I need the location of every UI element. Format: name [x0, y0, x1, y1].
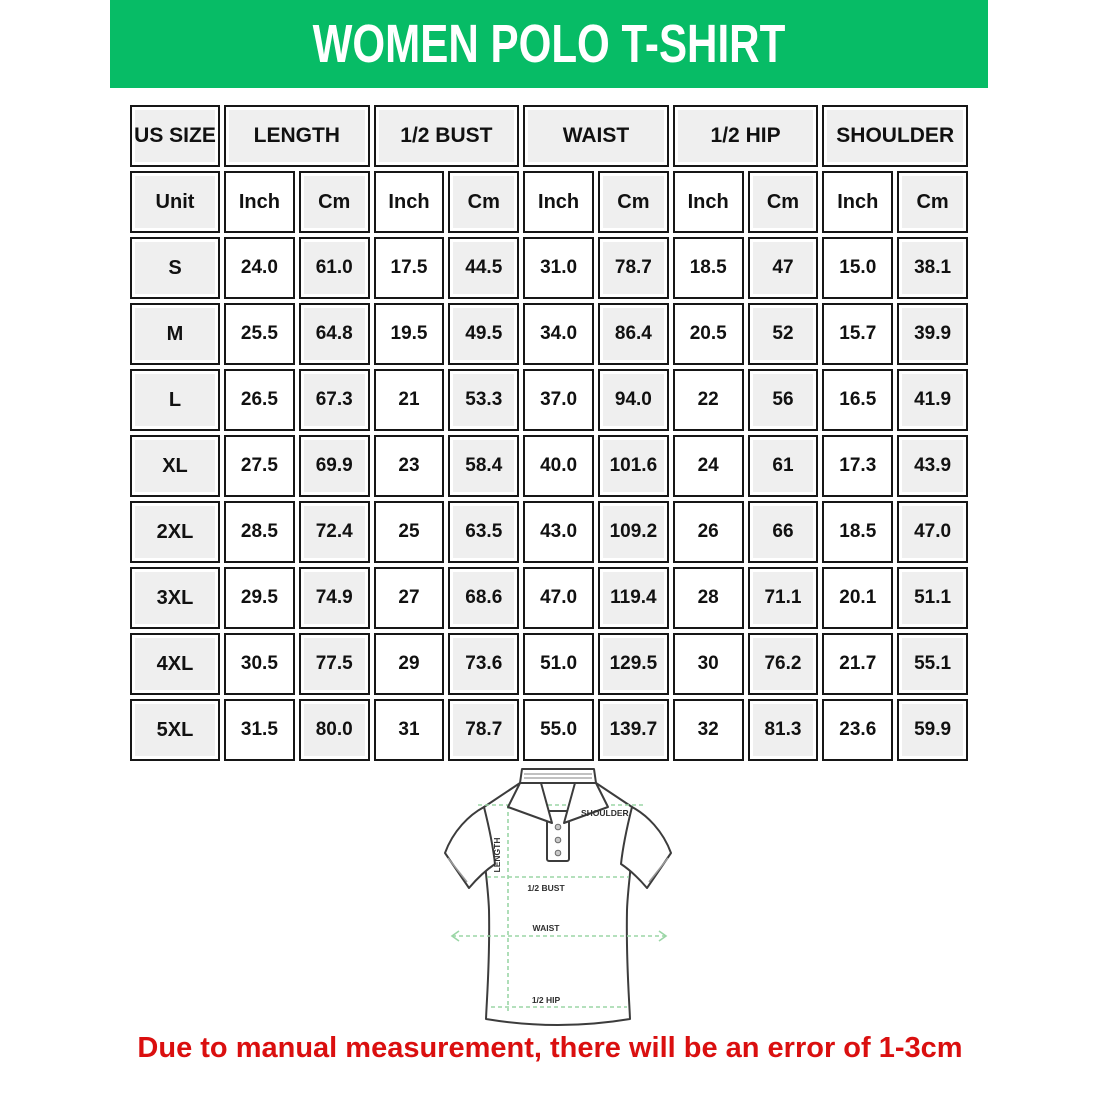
- table-cell: 17.3: [822, 435, 893, 497]
- table-cell: 94.0: [598, 369, 669, 431]
- table-cell: 47: [748, 237, 819, 299]
- size-row-l: [130, 369, 968, 431]
- table-cell: 26.5: [224, 369, 295, 431]
- table-cell: 23: [374, 435, 445, 497]
- table-cell: 58.4: [448, 435, 519, 497]
- table-cell: 27: [374, 567, 445, 629]
- table-cell: 41.9: [897, 369, 968, 431]
- table-cell: 31.0: [523, 237, 594, 299]
- size-row-xl: [130, 435, 968, 497]
- table-cell: 77.5: [299, 633, 370, 695]
- table-cell: 26: [673, 501, 744, 563]
- unit-cell: Cm: [598, 171, 669, 233]
- unit-cell: Cm: [748, 171, 819, 233]
- size-row-m: [130, 303, 968, 365]
- table-cell: 21.7: [822, 633, 893, 695]
- unit-header: Unit: [130, 171, 220, 233]
- diagram-label-length: LENGTH: [492, 837, 502, 873]
- size-label: XL: [130, 435, 220, 497]
- size-row-4xl: [130, 633, 968, 695]
- placket-button-3: [555, 850, 561, 856]
- table-cell: 49.5: [448, 303, 519, 365]
- size-label: L: [130, 369, 220, 431]
- size-label: 4XL: [130, 633, 220, 695]
- collar-band: [520, 769, 596, 783]
- table-cell: 24.0: [224, 237, 295, 299]
- column-header-us-size: US SIZE: [130, 105, 220, 167]
- table-cell: 27.5: [224, 435, 295, 497]
- table-cell: 56: [748, 369, 819, 431]
- unit-row: [130, 171, 968, 233]
- placket-button-2: [555, 837, 561, 843]
- size-table-container: [126, 101, 972, 765]
- unit-cell: Inch: [224, 171, 295, 233]
- table-cell: 43.0: [523, 501, 594, 563]
- table-cell: 23.6: [822, 699, 893, 761]
- size-table-body: [130, 237, 968, 761]
- table-cell: 28.5: [224, 501, 295, 563]
- table-cell: 21: [374, 369, 445, 431]
- table-cell: 40.0: [523, 435, 594, 497]
- title-banner: [110, 0, 988, 88]
- table-cell: 72.4: [299, 501, 370, 563]
- table-cell: 29.5: [224, 567, 295, 629]
- table-cell: 66: [748, 501, 819, 563]
- table-cell: 51.0: [523, 633, 594, 695]
- column-header-1-2-hip: 1/2 HIP: [673, 105, 819, 167]
- table-cell: 139.7: [598, 699, 669, 761]
- unit-cell: Cm: [448, 171, 519, 233]
- table-cell: 30: [673, 633, 744, 695]
- diagram-label-shoulder: SHOULDER: [581, 808, 629, 818]
- table-cell: 67.3: [299, 369, 370, 431]
- table-cell: 74.9: [299, 567, 370, 629]
- table-cell: 47.0: [897, 501, 968, 563]
- table-cell: 76.2: [748, 633, 819, 695]
- table-cell: 43.9: [897, 435, 968, 497]
- unit-cell: Cm: [897, 171, 968, 233]
- diagram-label-hip: 1/2 HIP: [531, 995, 561, 1005]
- unit-cell: Inch: [822, 171, 893, 233]
- table-cell: 55.0: [523, 699, 594, 761]
- size-row-2xl: [130, 501, 968, 563]
- table-cell: 52: [748, 303, 819, 365]
- unit-cell: Cm: [299, 171, 370, 233]
- table-cell: 129.5: [598, 633, 669, 695]
- table-cell: 16.5: [822, 369, 893, 431]
- measurement-diagram: [438, 755, 682, 1045]
- header-group-row: [130, 105, 968, 167]
- table-cell: 28: [673, 567, 744, 629]
- polo-shirt-illustration: [438, 755, 682, 1045]
- unit-cell: Inch: [673, 171, 744, 233]
- table-cell: 31.5: [224, 699, 295, 761]
- table-cell: 24: [673, 435, 744, 497]
- table-cell: 80.0: [299, 699, 370, 761]
- placket-button-1: [555, 824, 561, 830]
- table-cell: 53.3: [448, 369, 519, 431]
- table-cell: 78.7: [598, 237, 669, 299]
- diagram-label-waist: WAIST: [532, 923, 560, 933]
- table-cell: 78.7: [448, 699, 519, 761]
- unit-cell: Inch: [523, 171, 594, 233]
- table-cell: 22: [673, 369, 744, 431]
- table-cell: 61: [748, 435, 819, 497]
- size-table: [126, 101, 972, 765]
- table-cell: 51.1: [897, 567, 968, 629]
- table-cell: 18.5: [822, 501, 893, 563]
- size-table-head: [130, 105, 968, 233]
- column-header-1-2-bust: 1/2 BUST: [374, 105, 520, 167]
- table-cell: 71.1: [748, 567, 819, 629]
- table-cell: 25.5: [224, 303, 295, 365]
- table-cell: 34.0: [523, 303, 594, 365]
- size-label: 2XL: [130, 501, 220, 563]
- table-cell: 39.9: [897, 303, 968, 365]
- table-cell: 17.5: [374, 237, 445, 299]
- table-cell: 61.0: [299, 237, 370, 299]
- measurement-disclaimer: Due to manual measurement, there will be an error of 1-3cm: [137, 1032, 963, 1064]
- table-cell: 19.5: [374, 303, 445, 365]
- size-row-5xl: [130, 699, 968, 761]
- table-cell: 44.5: [448, 237, 519, 299]
- table-cell: 55.1: [897, 633, 968, 695]
- table-cell: 73.6: [448, 633, 519, 695]
- table-cell: 15.7: [822, 303, 893, 365]
- table-cell: 32: [673, 699, 744, 761]
- table-cell: 18.5: [673, 237, 744, 299]
- table-cell: 30.5: [224, 633, 295, 695]
- column-header-length: LENGTH: [224, 105, 370, 167]
- table-cell: 25: [374, 501, 445, 563]
- table-cell: 63.5: [448, 501, 519, 563]
- table-cell: 20.5: [673, 303, 744, 365]
- column-header-shoulder: SHOULDER: [822, 105, 968, 167]
- size-row-3xl: [130, 567, 968, 629]
- table-cell: 101.6: [598, 435, 669, 497]
- table-cell: 59.9: [897, 699, 968, 761]
- table-cell: 47.0: [523, 567, 594, 629]
- table-cell: 15.0: [822, 237, 893, 299]
- table-cell: 38.1: [897, 237, 968, 299]
- table-cell: 64.8: [299, 303, 370, 365]
- table-cell: 29: [374, 633, 445, 695]
- table-cell: 20.1: [822, 567, 893, 629]
- column-header-waist: WAIST: [523, 105, 669, 167]
- table-cell: 109.2: [598, 501, 669, 563]
- size-label: 3XL: [130, 567, 220, 629]
- size-row-s: [130, 237, 968, 299]
- size-label: M: [130, 303, 220, 365]
- table-cell: 37.0: [523, 369, 594, 431]
- size-label: 5XL: [130, 699, 220, 761]
- unit-cell: Inch: [374, 171, 445, 233]
- diagram-label-bust: 1/2 BUST: [527, 883, 565, 893]
- size-label: S: [130, 237, 220, 299]
- table-cell: 69.9: [299, 435, 370, 497]
- table-cell: 86.4: [598, 303, 669, 365]
- table-cell: 119.4: [598, 567, 669, 629]
- table-cell: 81.3: [748, 699, 819, 761]
- page-title: WOMEN POLO T-SHIRT: [312, 14, 786, 74]
- table-cell: 68.6: [448, 567, 519, 629]
- table-cell: 31: [374, 699, 445, 761]
